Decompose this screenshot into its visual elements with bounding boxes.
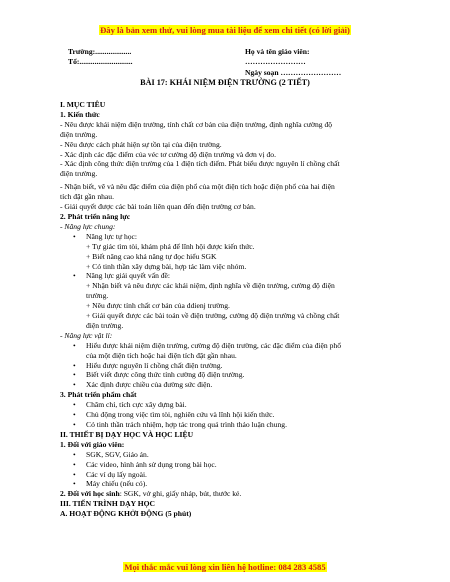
bullet-icon: • [73,380,76,390]
heading-activity-a: A. HOẠT ĐỘNG KHỞI ĐỘNG (5 phút) [60,509,192,519]
student-materials: 2. Đối với học sinh: SGK, vở ghi, giấy nháp, bút, thước kẻ. [60,489,242,499]
group-field: Tổ:............................ [68,57,133,67]
section-equipment: II. THIẾT BỊ DẠY HỌC VÀ HỌC LIỆU [60,429,194,439]
knowledge-line: tích đặt gần nhau. [60,192,114,202]
bullet-icon: • [73,420,76,429]
heading-qualities: 3. Phát triển phẩm chất [60,390,137,400]
preview-banner-text: Đây là bản xem thử, vui lòng mua tài liệu để xem chi tiết (có lời giải) [100,25,350,35]
bullet-icon: • [73,459,76,469]
list-item: • Các ví dụ lấy ngoài. [73,469,147,479]
teacher-field: Họ và tên giáo viên: [245,47,310,56]
list-item: • Biết viết được công thức tính cường độ điện trường. [73,370,245,380]
sub-item: + Nêu được tính chất cơ bản của ddienj trường. [86,301,230,311]
hotline-banner [0,562,450,573]
list-item: • Năng lực tự học: [73,231,138,241]
bullet-icon: • [73,410,76,420]
sub-item: + Biết nâng cao khả năng tự đọc hiểu SGK [86,251,217,261]
physics-competency-label: - Năng lực vật lí: [60,330,113,340]
bullet-icon: • [73,370,76,380]
sub-item: + Nhận biết và nêu được các khái niệm, định nghĩa về điện trường, cường độ điện [86,281,335,291]
header-left [68,47,133,68]
bullet-icon: • [73,469,76,479]
date-field: Ngày soạn …………………… [245,67,342,77]
bullet-icon: • [73,271,76,281]
list-item: • Có tinh thần trách nhiệm, hợp tác trong quá trình thảo luận chung. [73,420,287,429]
heading-teacher: 1. Đối với giáo viên: [60,439,125,449]
bullet-icon: • [73,400,76,410]
knowledge-line: điện trường. [60,129,98,139]
list-item: • Các video, hình ảnh sử dụng trong bài học. [73,459,217,469]
bullet-icon: • [73,340,76,350]
list-item: • Hiểu được khái niệm điện trường, cường độ điện trường, các đặc điểm của điện phổ [73,340,341,350]
list-item: • Chủ động trong việc tìm tòi, nghiên cứu và lĩnh hội kiến thức. [73,410,275,420]
knowledge-line: điện trường. [60,169,98,179]
lesson-title: BÀI 17: KHÁI NIỆM ĐIỆN TRƯỜNG (2 TIẾT) [140,78,310,87]
bullet-icon: • [73,479,76,489]
hotline-banner-text: Mọi thắc mắc vui lòng xin liên hệ hotline: 084 283 4585 [124,562,326,572]
heading-student: 2. Đối với học sinh [60,489,120,499]
knowledge-line: - Nêu được cách phát hiện sự tồn tại của điện trường. [60,139,222,149]
section-process: III. TIẾN TRÌNH DẠY HỌC [60,499,156,509]
knowledge-line: - Xác định các đặc điểm của véc tơ cường độ điện trường và đơn vị đo. [60,149,276,159]
heading-knowledge: 1. Kiến thức [60,109,100,119]
general-competency-label: - Năng lực chung: [60,221,116,231]
header-right [245,47,341,78]
bullet-icon: • [73,360,76,370]
heading-competency: 2. Phát triển năng lực [60,211,131,221]
preview-banner [0,25,450,36]
sub-item: + Tự giác tìm tòi, khám phá để lĩnh hội được kiến thức. [86,241,255,251]
sub-item: điện trường. [86,320,124,330]
list-item: • Chăm chỉ, tích cực xây dựng bài. [73,400,187,410]
bullet-icon: • [73,231,76,241]
list-item: • Xác định được chiều của đường sức điện. [73,380,213,390]
bullet-icon: • [73,449,76,459]
sub-item: trường. [86,291,109,301]
sub-item: + Giải quyết được các bài toán về điện trường, cường độ điện trường và chồng chất [86,311,340,321]
section-objectives: I. MỤC TIÊU [60,100,106,109]
list-item: • Năng lực giải quyết vấn đề: [73,271,171,281]
list-item: • Máy chiếu (nếu có). [73,479,148,489]
school-field: Trường:................... [68,47,132,56]
knowledge-line: - Nhận biết, vẽ và nêu đặc điểm của điện phổ của một điện tích hoặc điện phổ của hai điện [60,182,335,192]
list-item-continued: của một điện tích hoặc hai điện tích đặt gần nhau. [86,350,237,360]
sub-item: + Có tinh thần xây dựng bài, hợp tác làm việc nhóm. [86,261,247,271]
knowledge-line: - Giải quyết được các bài toán liên quan đến điện trường cơ bản. [60,202,256,212]
list-item: • SGK, SGV, Giáo án. [73,449,149,459]
teacher-line: …………………… [245,57,306,67]
knowledge-line: - Xác định công thức điện trường của 1 điện tích điểm. Phát biểu được nguyên lí chồng chất [60,159,340,169]
list-item: • Hiểu được nguyên lí chồng chất điện trường. [73,360,223,370]
lesson-body [60,98,415,519]
knowledge-line: - Nêu được khái niệm điện trường, tính chất cơ bản của điện trường, định nghĩa cường độ [60,119,333,129]
